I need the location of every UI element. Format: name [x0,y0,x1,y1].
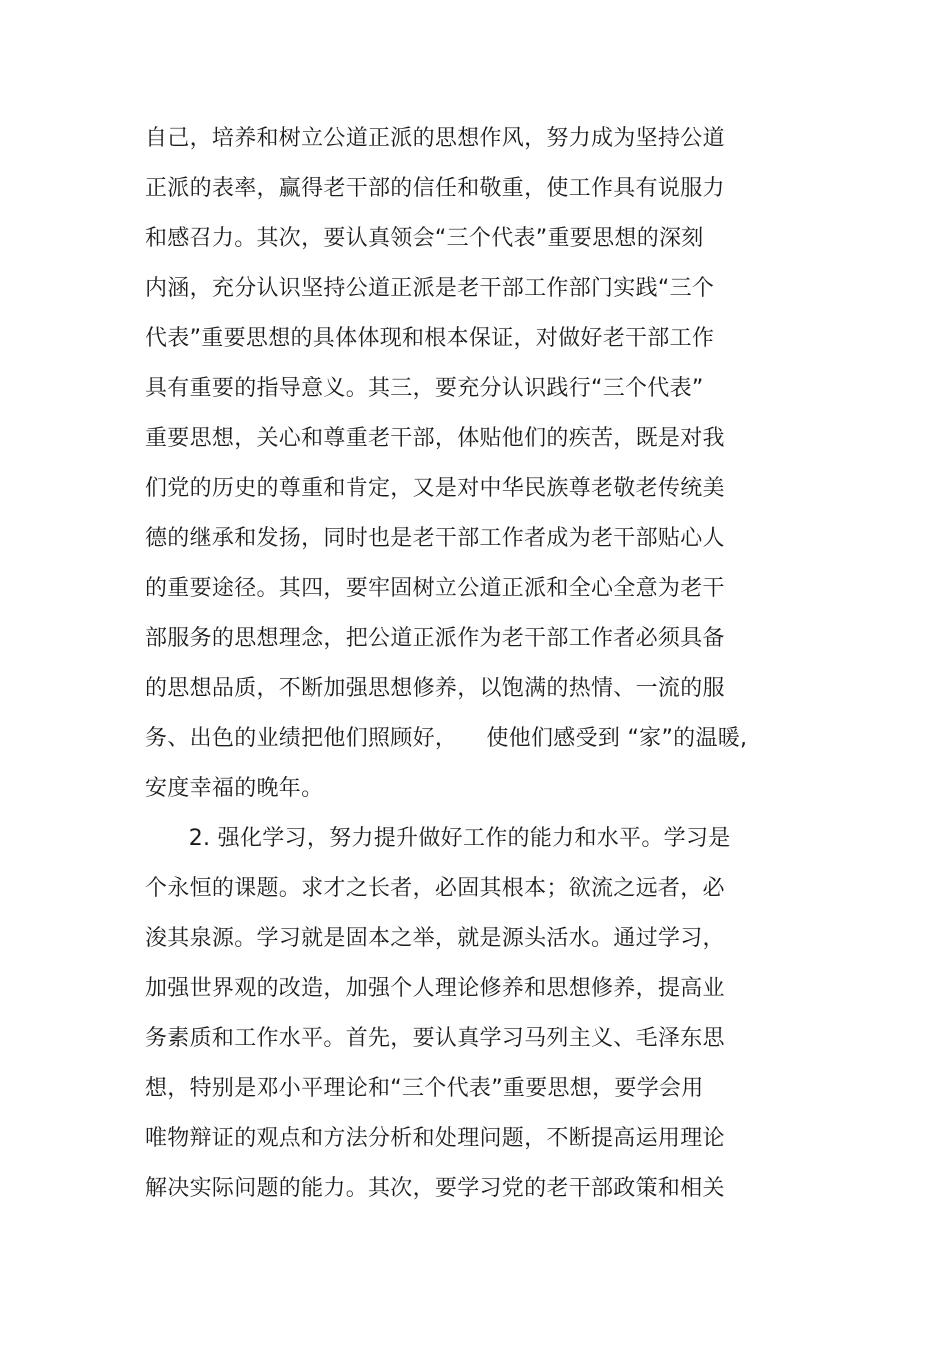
text-line-8: 们党的历史的尊重和肯定，又是对中华民族尊老敬老传统美 [145,476,725,501]
text-line-10: 的重要途径。其四，要牢固树立公道正派和全心全意为老干 [145,576,725,601]
text-line-5: 代表”重要思想的具体体现和根本保证，对做好老干部工作 [145,326,715,351]
text-line-6: 具有重要的指导意义。其三，要充分认识践行“三个代表” [145,376,704,401]
text-line-3: 和感召力。其次，要认真领会“三个代表”重要思想的深刻 [145,226,704,251]
text-line-19: 务素质和工作水平。首先，要认真学习马列主义、毛泽东思 [145,1026,725,1051]
text-line-15: 2. 强化学习，努力提升做好工作的能力和水平。学习是 [145,826,731,851]
text-line-21: 唯物辩证的观点和方法分析和处理问题，不断提高运用理论 [145,1126,725,1151]
text-line-20: 想，特别是邓小平理论和“三个代表”重要思想，要学会用 [145,1076,704,1101]
text-line-22: 解决实际问题的能力。其次，要学习党的老干部政策和相关 [145,1176,725,1201]
text-line-17: 浚其泉源。学习就是固本之举，就是源头活水。通过学习， [145,926,725,951]
text-line-18: 加强世界观的改造，加强个人理论修养和思想修养，提高业 [145,976,725,1001]
text-line-14: 安度幸福的晚年。 [145,776,324,801]
text-line-13: 务、出色的业绩把他们照顾好， 使他们感受到 “家”的温暖, [145,726,748,751]
text-line-7: 重要思想，关心和尊重老干部，体贴他们的疾苦，既是对我 [145,426,725,451]
text-line-16: 个永恒的课题。求才之长者，必固其根本；欲流之远者，必 [145,876,725,901]
text-line-11: 部服务的思想理念，把公道正派作为老干部工作者必须具备 [145,626,725,651]
text-line-9: 德的继承和发扬，同时也是老干部工作者成为老干部贴心人 [145,526,725,551]
text-line-4: 内涵，充分认识坚持公道正派是老干部工作部门实践“三个 [145,276,715,301]
text-line-1: 自己，培养和树立公道正派的思想作风，努力成为坚持公道 [145,126,725,151]
text-line-12: 的思想品质，不断加强思想修养，以饱满的热情、一流的服 [145,676,725,701]
text-line-2: 正派的表率，赢得老干部的信任和敬重，使工作具有说服力 [145,176,725,201]
body-text [145,114,845,1214]
